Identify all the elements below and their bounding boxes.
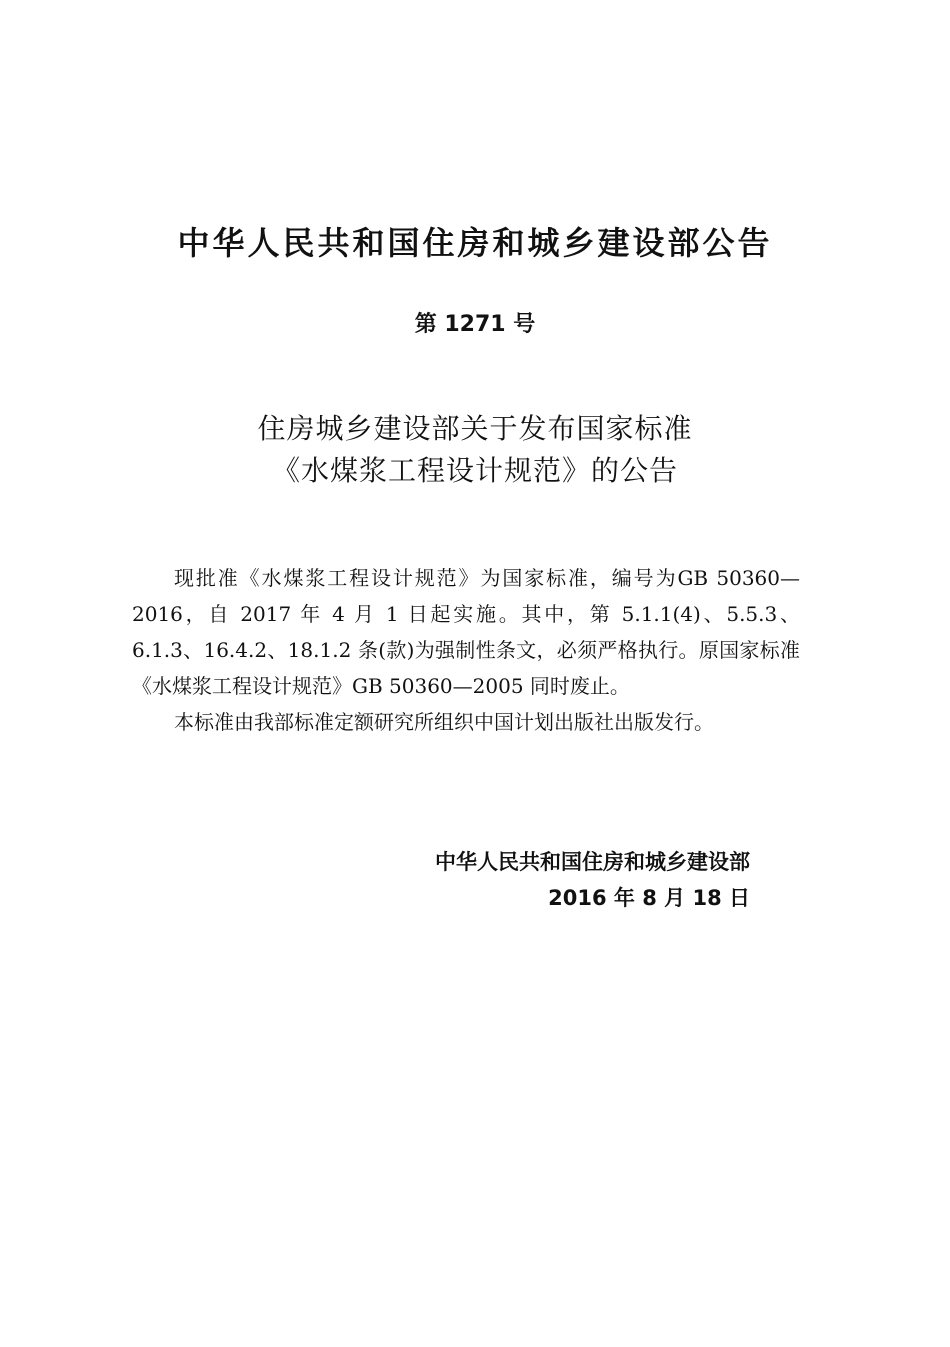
subtitle-line-2: 《水煤浆工程设计规范》的公告	[271, 454, 678, 487]
announcement-number: 第 1271 号	[414, 312, 536, 337]
announcement-heading: 中华人民共和国住房和城乡建设部公告	[177, 224, 773, 262]
issue-date: 2016 年 8 月 18 日	[548, 886, 750, 910]
announcement-subtitle	[0, 408, 950, 492]
body-paragraph-publication: 本标准由我部标准定额研究所组织中国计划出版社出版发行。	[174, 710, 714, 734]
subtitle-line-1: 住房城乡建设部关于发布国家标准	[257, 412, 693, 445]
body-paragraph-approval: 现批准《水煤浆工程设计规范》为国家标准，编号为GB 50360—2016，自 2017 年 4 月 1 日起实施。其中，第 5.1.1(4)、5.5.3、6.1.3、16.4.2、18.1.2 条(款)为强制性条文，必须严格执行。原国家标准《水煤浆工程设计规范》GB 50360—2005 同时废止。	[132, 566, 800, 698]
issuer-signature: 中华人民共和国住房和城乡建设部	[435, 850, 750, 874]
announcement-body	[132, 560, 800, 740]
